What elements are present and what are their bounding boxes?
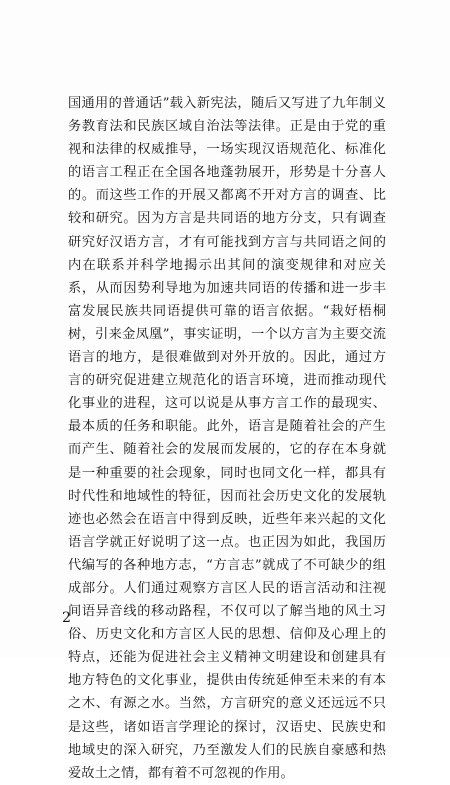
page-number: 2 [62, 610, 71, 626]
body-paragraph: 国通用的普通话”载入新宪法，随后又写进了九年制义务教育法和民族区域自治法等法律。正是由于党的重视和法律的权威推导，一场实现汉语规范化、标准化的语言工程正在全国各地蓬勃展开，形势是十分喜人的。而这些工作的开展又都离不开对方言的调查、比较和研究。因为方言是共同语的地方分支，只有调查研究好汉语方言，才有可能找到方言与共同语之间的内在联系并科学地揭示出其间的演变规律和对应关系，从而因势利导地为加速共同语的传播和进一步丰富发展民族共同语提供可靠的语言依据。“栽好梧桐树，引来金凤凰”，事实证明，一个以方言为主要交流语言的地方，是很难做到对外开放的。因此，通过方言的研究促进建立规范化的语言环境，进而推动现代化事业的进程，这可以说是从事方言工作的最现实、最本质的任务和职能。此外，语言是随着社会的产生而产生、随着社会的发展而发展的，它的存在本身就是一种重要的社会现象，同时也同文化一样，都具有时代性和地域性的特征，因而社会历史文化的发展轨迹也必然会在语言中得到反映，近些年来兴起的文化语言学就正好说明了这一点。也正因为如此，我国历代编写的各种地方志，“方言志”就成了不可缺少的组成部分。人们通过观察方言区人民的语言活动和注视间语异音线的移动路程，不仅可以了解当地的风土习俗、历史文化和方言区人民的思想、信仰及心理上的特点，还能为促进社会主义精神文明建设和创建具有地方特色的文化事业，提供由传统延伸至未来的有本之木、有源之水。当然，方言研究的意义还远远不只是这些，诸如语言学理论的探讨，汉语史、民族史和地域史的深入研究，乃至激发人们的民族自豪感和热爱故土之情，都有着不可忽视的作用。 [68, 96, 386, 781]
